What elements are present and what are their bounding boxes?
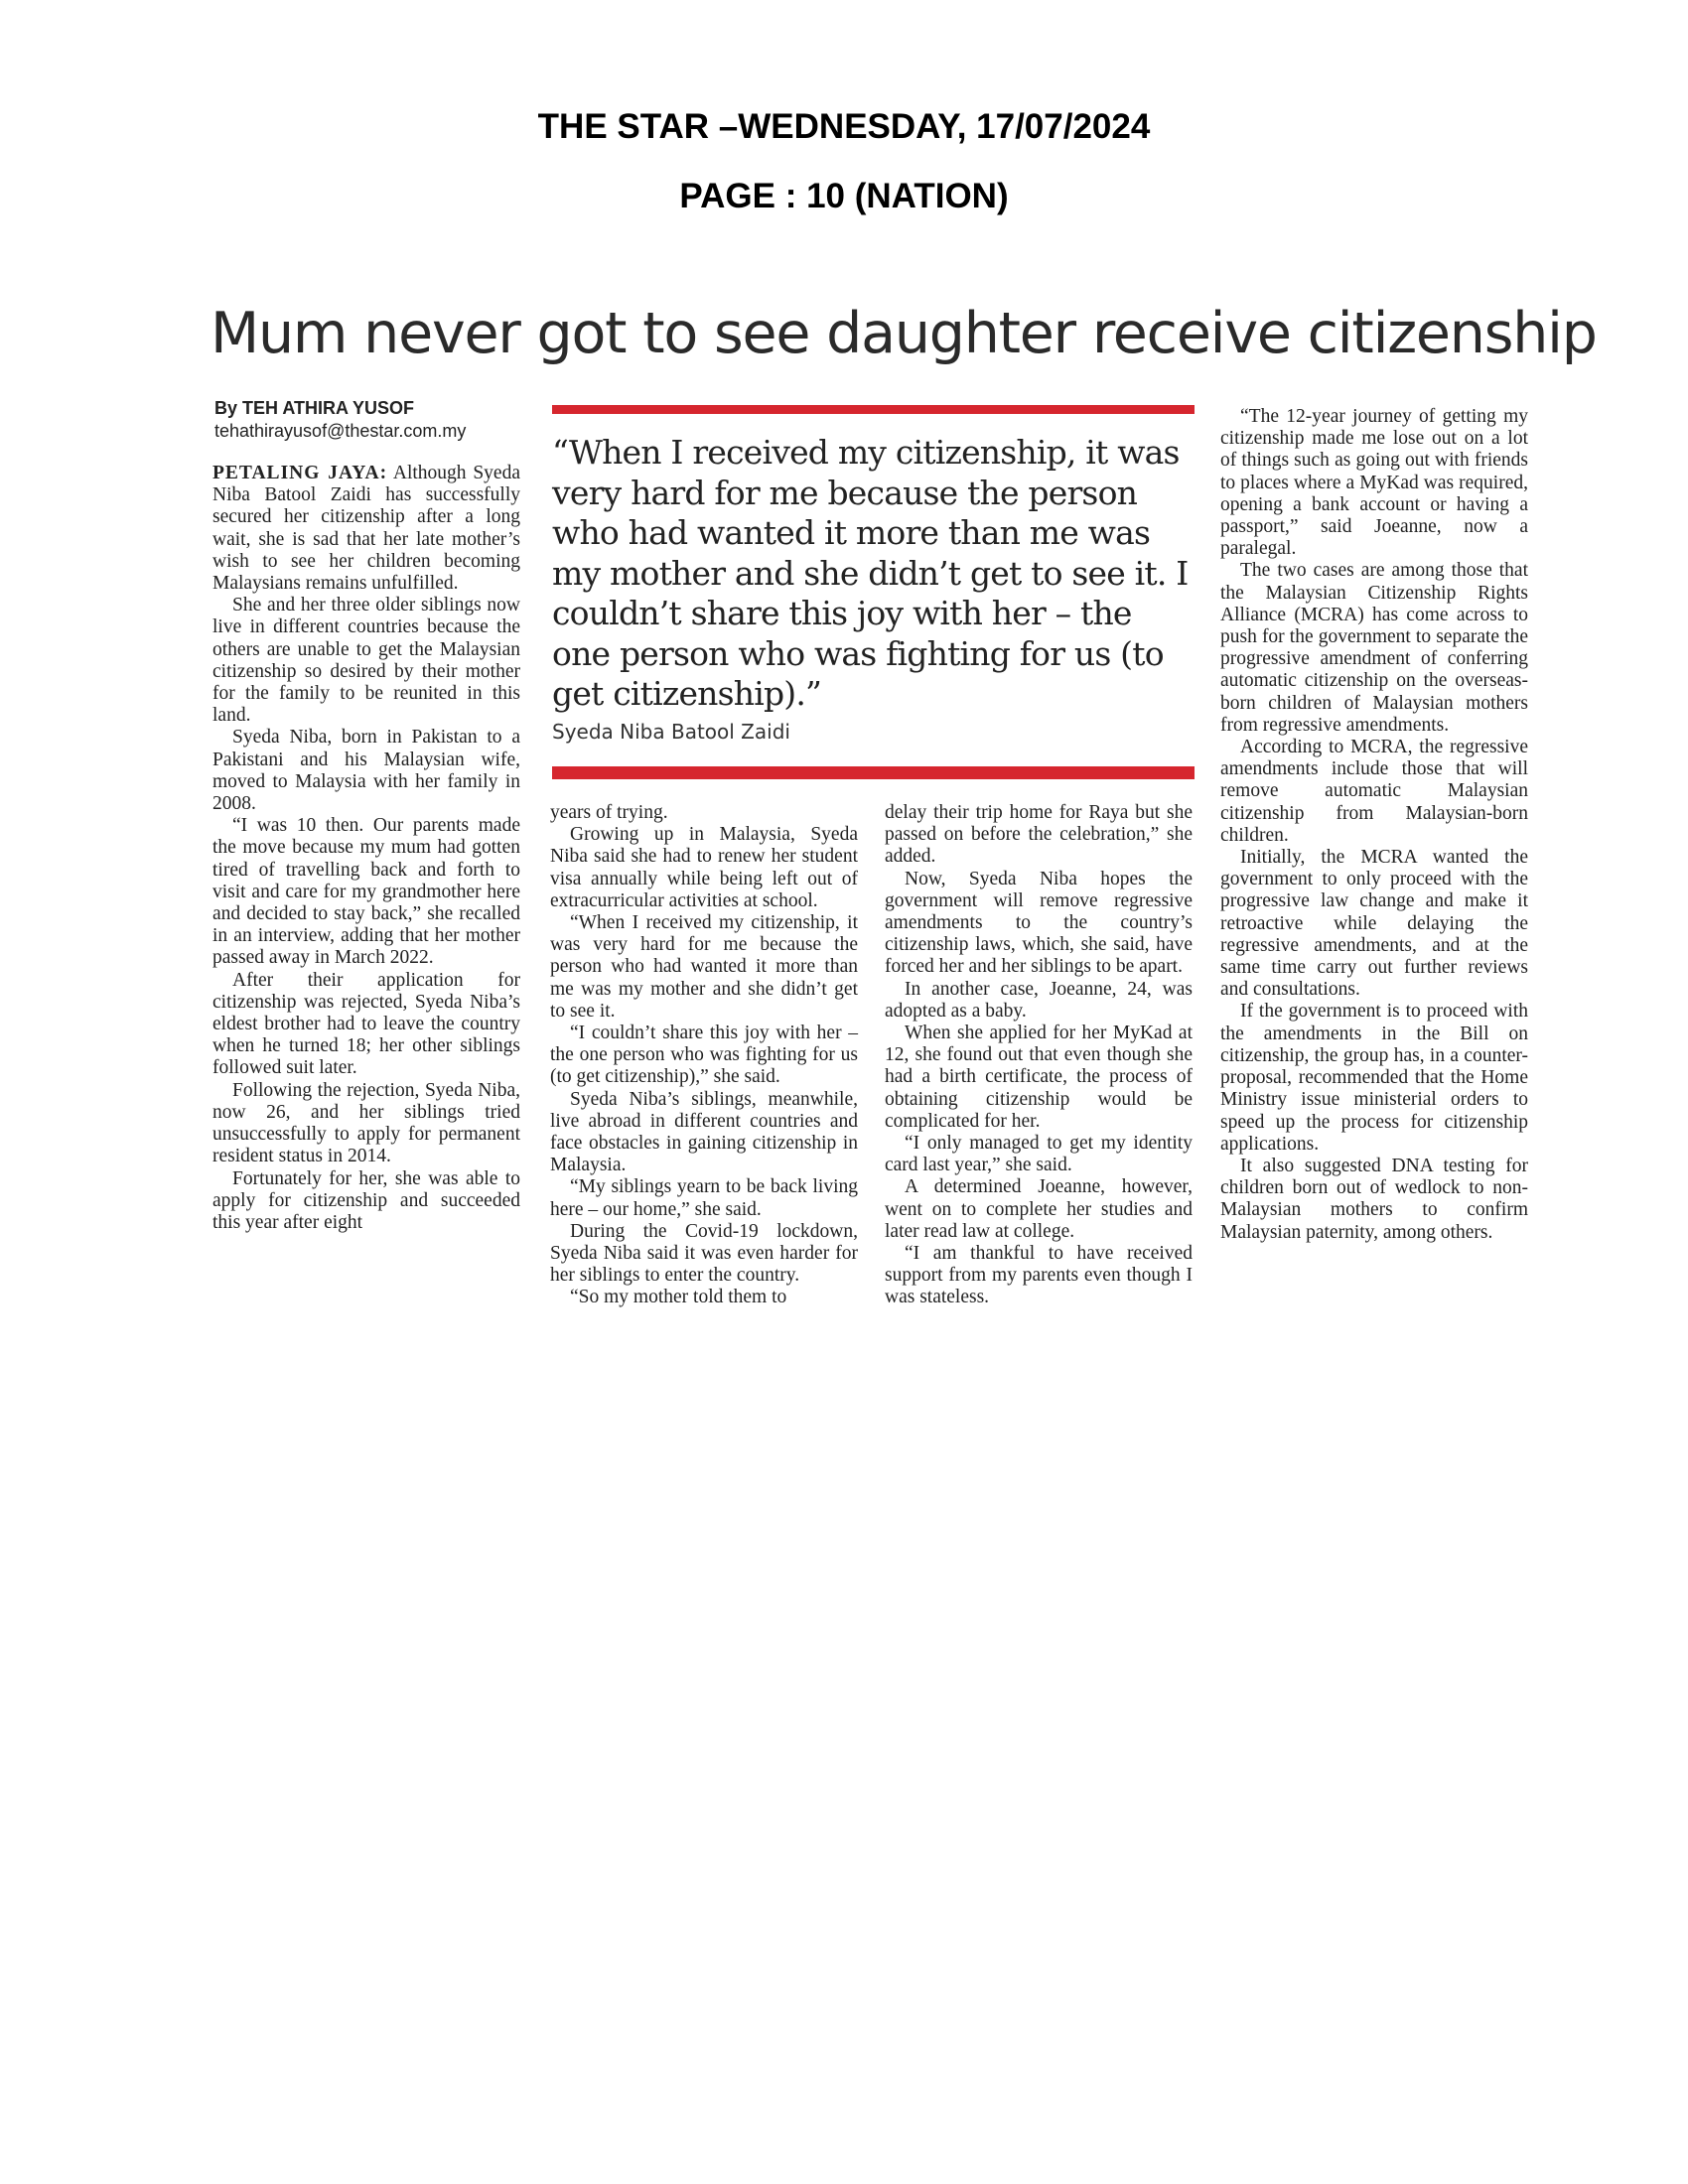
paragraph: “I was 10 then. Our parents made the move because my mum had gotten tired of travelling back and forth to visit and care for my grandmother here and decided to stay back,” she recalled in an interview, adding that her mother passed away in March 2022. (212, 815, 520, 969)
paragraph: Initially, the MCRA wanted the government to only proceed with the progressive law change and make it retroactive while delaying the regressive amendments, and at the same time carry out further reviews and consultations. (1220, 847, 1528, 1001)
paragraph: Syeda Niba’s siblings, meanwhile, live abroad in different countries and face obstacles in gaining citizenship in Malaysia. (550, 1088, 858, 1176)
byline-email: tehathirayusof@thestar.com.my (214, 421, 467, 441)
paragraph: It also suggested DNA testing for children born out of wedlock to non-Malaysian mothers to confirm Malaysian paternity, among others. (1220, 1155, 1528, 1243)
paragraph: delay their trip home for Raya but she passed on before the celebration,” she added. (885, 802, 1193, 868)
pull-quote-bottom-rule (552, 766, 1195, 779)
paragraph: Growing up in Malaysia, Syeda Niba said she had to renew her student visa annually while being left out of extracurricular activities at school. (550, 824, 858, 911)
paragraph: When she applied for her MyKad at 12, she found out that even though she had a birth certificate, the process of obtaining citizenship would be complicated for her. (885, 1023, 1193, 1132)
paragraph: “I only managed to get my identity card last year,” she said. (885, 1133, 1193, 1176)
paragraph: “I am thankful to have received support from my parents even though I was stateless. (885, 1243, 1193, 1308)
paragraph: In another case, Joeanne, 24, was adopted as a baby. (885, 978, 1193, 1022)
paragraph: years of trying. (550, 802, 668, 823)
dateline: PETALING JAYA: (212, 463, 388, 483)
paragraph: According to MCRA, the regressive amendments include those that will remove automatic Malaysian citizenship from Malaysian-born children. (1220, 737, 1528, 846)
paragraph: If the government is to proceed with the amendments in the Bill on citizenship, the group has, in a counter-proposal, recommended that the Home Ministry issue ministerial orders to speed up the process for citizenship applications. (1220, 1001, 1528, 1155)
article-headline: Mum never got to see daughter receive citizenship (211, 301, 1597, 366)
paragraph: Fortunately for her, she was able to apply for citizenship and succeeded this year after eight (212, 1167, 520, 1233)
article-column-3 (885, 802, 1193, 1309)
article-column-4 (1220, 406, 1528, 1244)
clipping-header-page: PAGE : 10 (NATION) (679, 177, 1009, 215)
paragraph: The two cases are among those that the Malaysian Citizenship Rights Alliance (MCRA) has come across to push for the government to separate the progressive amendment of conferring automatic citizenship on the overseas-born children of Malaysian mothers from regressive amendments. (1220, 560, 1528, 736)
paragraph: “The 12-year journey of getting my citizenship made me lose out on a lot of things such as going out with friends to places where a MyKad was required, opening a bank account or having a passport,” said Joeanne, now a paralegal. (1220, 406, 1528, 560)
paragraph: A determined Joeanne, however, went on to complete her studies and later read law at college. (885, 1176, 1193, 1242)
paragraph (212, 463, 520, 595)
paragraph-text: Although Syeda Niba Batool Zaidi has successfully secured her citizenship after a long wait, she is sad that her late mother’s wish to see her children becoming Malaysians remains unfulfilled. (212, 463, 520, 595)
paragraph: “My siblings yearn to be back living here – our home,” she said. (550, 1176, 858, 1220)
paragraph: Now, Syeda Niba hopes the government will remove regressive amendments to the country’s citizenship laws, which, she said, have forced her and her siblings to be apart. (885, 868, 1193, 978)
pull-quote-attribution: Syeda Niba Batool Zaidi (552, 720, 790, 744)
paragraph: Syeda Niba, born in Pakistan to a Pakistani and his Malaysian wife, moved to Malaysia with her family in 2008. (212, 727, 520, 815)
byline (214, 397, 466, 443)
paragraph: During the Covid-19 lockdown, Syeda Niba said it was even harder for her siblings to enter the country. (550, 1220, 858, 1287)
paragraph: “I couldn’t share this joy with her – the one person who was fighting for us (to get citizenship),” she said. (550, 1023, 858, 1088)
paragraph: “So my mother told them to (570, 1287, 787, 1308)
paragraph: After their application for citizenship was rejected, Syeda Niba’s eldest brother had to leave the country when he turned 18; her other siblings followed suit later. (212, 969, 520, 1079)
pull-quote: “When I received my citizenship, it was very hard for me because the person who had wanted it more than me was my mother and she didn’t get to see it. I couldn’t share this joy with her – the one person who was fighting for us (to get citizenship).” (552, 433, 1189, 713)
paragraph: “When I received my citizenship, it was very hard for me because the person who had wanted it more than me was my mother and she didn’t get to see it. (550, 912, 858, 1022)
clipping-header-publication: THE STAR –WEDNESDAY, 17/07/2024 (537, 107, 1151, 146)
paragraph: Following the rejection, Syeda Niba, now 26, and her siblings tried unsuccessfully to apply for permanent resident status in 2014. (212, 1079, 520, 1167)
article-column-1 (212, 463, 520, 1234)
pull-quote-top-rule (552, 405, 1195, 414)
article-column-2 (550, 802, 858, 1309)
byline-author: By TEH ATHIRA YUSOF (214, 398, 415, 418)
paragraph: She and her three older siblings now live in different countries because the others are unable to get the Malaysian citizenship so desired by their mother for the family to be reunited in this land. (212, 595, 520, 727)
